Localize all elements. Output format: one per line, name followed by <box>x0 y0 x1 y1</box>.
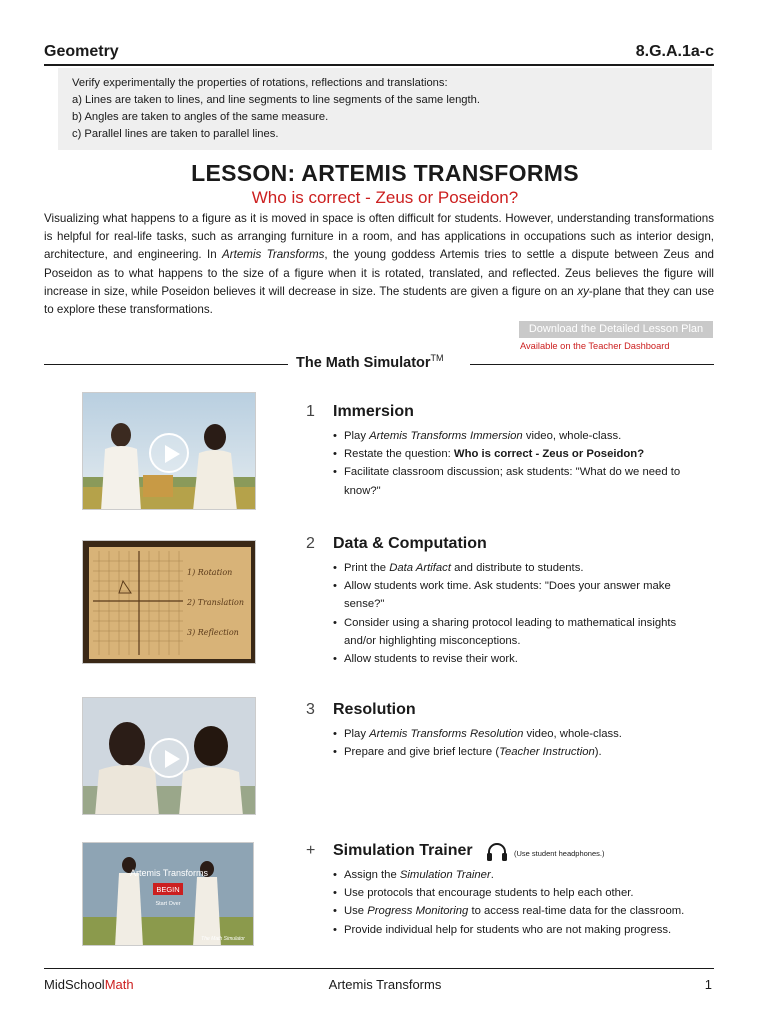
intro-emphasis: xy <box>577 284 589 298</box>
download-lesson-plan-button[interactable]: Download the Detailed Lesson Plan <box>519 321 713 338</box>
subject-label: Geometry <box>44 43 119 60</box>
teacher-dashboard-note: Available on the Teacher Dashboard <box>520 341 670 351</box>
play-icon[interactable] <box>149 433 189 473</box>
trademark: TM <box>430 353 444 363</box>
list-item <box>333 559 703 577</box>
bullet-text: ). <box>594 746 602 759</box>
list-item <box>333 884 703 902</box>
divider <box>44 364 288 365</box>
trainer-brand: The Math Simulator <box>201 936 245 942</box>
bullet-emphasis: Teacher Instruction <box>499 746 595 759</box>
standard-line: c) Parallel lines are taken to parallel lines. <box>72 128 279 140</box>
step-title: Data & Computation <box>333 535 487 552</box>
step-bullets <box>333 427 703 500</box>
scroll-label: 2) Translation <box>187 598 245 607</box>
bullet-emphasis: Artemis Transforms Resolution <box>369 728 524 740</box>
page-header <box>44 44 714 66</box>
list-item <box>333 445 703 463</box>
trainer-scene <box>83 843 254 946</box>
list-item <box>333 921 703 939</box>
step-number: 1 <box>306 403 315 420</box>
bullet-text: . <box>490 869 494 881</box>
intro-text: Visualizing what happens to a figure as it is moved in space is often difficult for students. However, understanding transformations is helpful for real-life tasks, such as arranging furniture in a room, and has applications in occupations such as interior design, architecture, and engineering. In <box>44 212 714 262</box>
bullet-text: Play <box>344 728 370 740</box>
bullet-text: and distribute to students. <box>450 562 584 574</box>
bullet-text: Allow students to revise their work. <box>344 653 518 666</box>
list-item <box>333 577 703 613</box>
begin-label: BEGIN <box>156 885 180 894</box>
headphones-note: (Use student headphones.) <box>514 849 605 858</box>
bullet-text: Prepare and give brief lecture ( <box>344 746 500 759</box>
step-title: Resolution <box>333 701 416 718</box>
brand-part-accent: Math <box>104 977 134 992</box>
bullet-text: Assign the <box>344 869 400 881</box>
list-item <box>333 902 703 920</box>
bullet-emphasis: Data Artifact <box>389 562 451 574</box>
list-item <box>333 463 703 499</box>
bullet-emphasis: Artemis Transforms Immersion <box>369 430 523 442</box>
page-number: 1 <box>704 977 712 992</box>
bullet-text: Use protocols that encourage students to help each other. <box>344 887 634 900</box>
scroll-grid-illustration <box>83 541 256 664</box>
immersion-video-thumbnail[interactable] <box>82 392 256 510</box>
resolution-video-thumbnail[interactable] <box>82 697 256 815</box>
standard-box <box>58 68 712 150</box>
trainer-title: Artemis Transforms <box>129 868 209 878</box>
bullet-text: Allow students work time. Ask students: "Does your answer make sense?" <box>344 580 671 611</box>
footer-divider <box>44 968 714 969</box>
bullet-text: Print the <box>344 562 390 574</box>
intro-paragraph <box>44 210 714 319</box>
step-title: Simulation Trainer <box>333 842 473 859</box>
lesson-title: LESSON: ARTEMIS TRANSFORMS <box>191 160 579 186</box>
scroll-label: 3) Reflection <box>187 628 239 637</box>
divider <box>470 364 714 365</box>
bullet-text: Consider using a sharing protocol leading to mathematical insights and/or highlighting misconceptions. <box>344 616 677 647</box>
list-item <box>333 743 703 761</box>
standard-line: a) Lines are taken to lines, and line segments to line segments of the same length. <box>72 94 480 106</box>
bullet-text: to access real-time data for the classroom. <box>468 905 685 918</box>
list-item <box>333 650 703 668</box>
intro-text: , the young goddess Artemis tries to settle a dispute between Zeus and Poseidon as to what happens to the size of a figure when it is rotated, translated, and reflected. Zeus believes the figure will increase in size, while Poseidon believes it will decrease in size. The students are given a figure on an <box>44 248 714 298</box>
bullet-text: Facilitate classroom discussion; ask students: "What do we need to know?" <box>344 466 681 497</box>
step-title: Immersion <box>333 403 414 420</box>
intro-emphasis: Artemis Transforms <box>222 248 325 262</box>
bullet-text: Restate the question: <box>344 448 454 461</box>
standard-line: b) Angles are taken to angles of the same measure. <box>72 111 329 123</box>
list-item <box>333 866 703 884</box>
bullet-text: Provide individual help for students who are not making progress. <box>344 923 672 936</box>
list-item <box>333 725 703 743</box>
standard-code: 8.G.A.1a-c <box>635 43 714 60</box>
standard-line: Verify experimentally the properties of rotations, reflections and translations: <box>72 77 448 89</box>
bullet-emphasis: Simulation Trainer <box>399 869 491 881</box>
lesson-question: Who is correct - Zeus or Poseidon? <box>251 188 519 207</box>
brand-part: MidSchool <box>44 977 105 992</box>
bullet-text: video, whole-class. <box>522 430 622 442</box>
start-over-label: Start Over <box>155 901 181 907</box>
footer-title: Artemis Transforms <box>328 977 442 992</box>
data-artifact-thumbnail[interactable] <box>82 540 256 664</box>
simulation-trainer-thumbnail[interactable] <box>82 842 254 946</box>
bullet-emphasis: Progress Monitoring <box>367 905 469 918</box>
step-bullets <box>333 725 703 761</box>
scroll-label: 1) Rotation <box>187 568 233 577</box>
list-item <box>333 427 703 445</box>
headphones-icon <box>486 842 508 862</box>
bullet-strong: Who is correct - Zeus or Poseidon? <box>453 448 645 461</box>
list-item <box>333 614 703 650</box>
simulator-title: The Math Simulator <box>296 354 431 371</box>
play-icon[interactable] <box>149 738 189 778</box>
bullet-text: Play <box>344 430 370 442</box>
intro-text: -plane that they can use to explore these transformations. <box>44 284 715 317</box>
step-bullets <box>333 866 703 939</box>
step-bullets <box>333 559 703 668</box>
step-number: 2 <box>306 535 315 552</box>
bullet-text: video, whole-class. <box>523 728 622 740</box>
bullet-text: Use <box>344 905 368 918</box>
step-number: 3 <box>306 701 315 718</box>
step-number: + <box>306 842 316 859</box>
simulator-heading <box>296 353 444 371</box>
